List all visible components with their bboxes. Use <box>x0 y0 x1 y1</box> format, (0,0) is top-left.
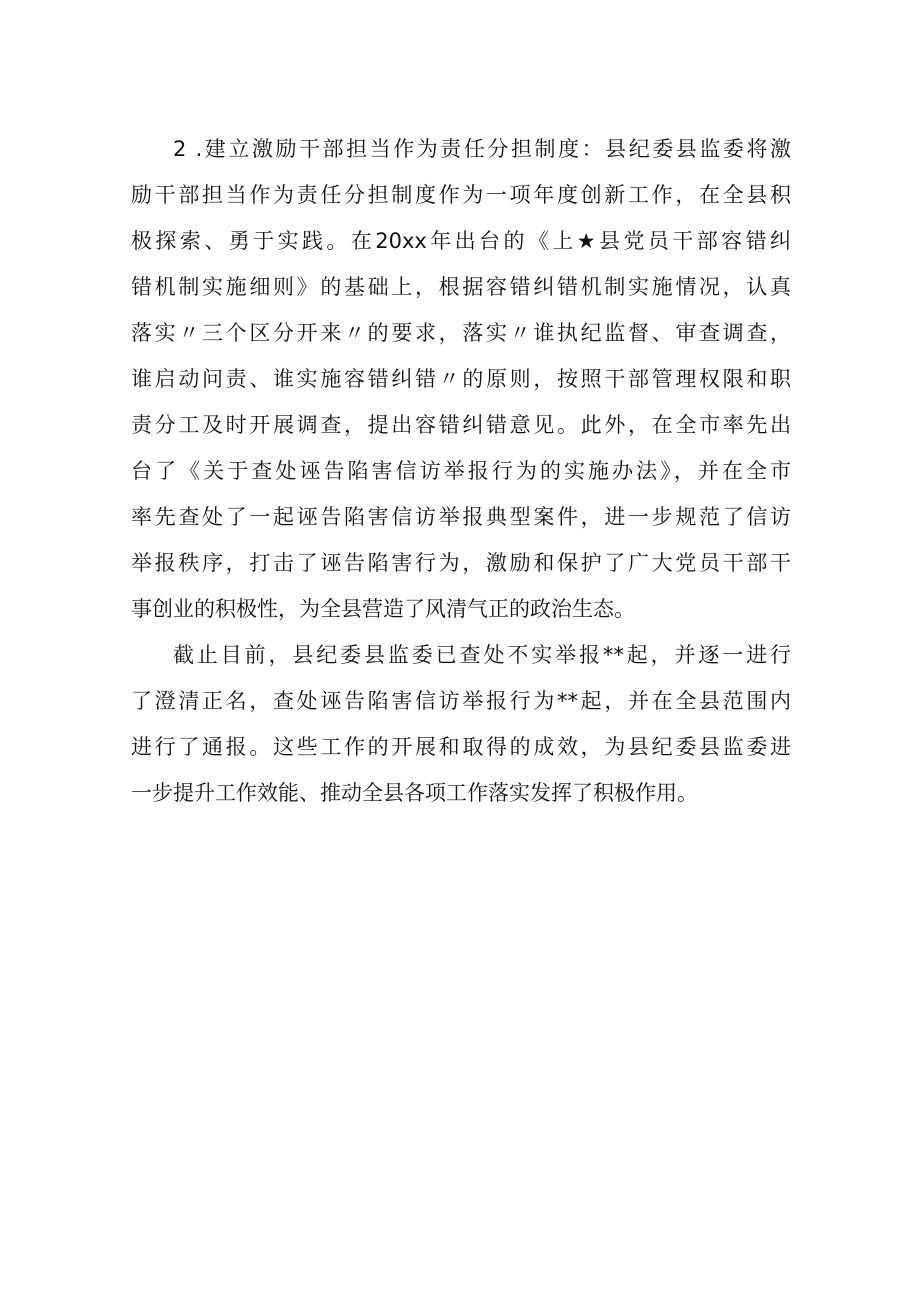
paragraph-responsibility-system <box>131 126 791 632</box>
text-line: 谁启动问责、谁实施容错纠错〃的原则，按照干部管理权限和职 <box>131 367 791 391</box>
paragraph-results-summary <box>131 632 791 816</box>
document-body <box>131 126 791 816</box>
text-line: 错机制实施细则》的基础上，根据容错纠错机制实施情况，认真 <box>131 275 791 299</box>
text-line: 进行了通报。这些工作的开展和取得的成效，为县纪委县监委进 <box>131 735 791 759</box>
text-line: 2 .建立激励干部担当作为责任分担制度：县纪委县监委将激 <box>173 137 791 161</box>
text-line: 极探索、勇于实践。在20xx年出台的《上★县党员干部容错纠 <box>131 229 791 253</box>
text-line: 励干部担当作为责任分担制度作为一项年度创新工作，在全县积 <box>131 183 791 207</box>
text-line: 截止目前，县纪委县监委已查处不实举报**起，并逐一进行 <box>173 643 791 667</box>
text-line: 台了《关于查处诬告陷害信访举报行为的实施办法》，并在全市 <box>131 459 791 483</box>
text-line: 责分工及时开展调查，提出容错纠错意见。此外，在全市率先出 <box>131 413 791 437</box>
text-line: 落实〃三个区分开来〃的要求，落实〃谁执纪监督、审查调查， <box>131 321 791 345</box>
text-line: 一步提升工作效能、推动全县各项工作落实发挥了积极作用。 <box>131 781 698 805</box>
text-line: 率先查处了一起诬告陷害信访举报典型案件，进一步规范了信访 <box>131 505 791 529</box>
text-line: 了澄清正名，查处诬告陷害信访举报行为**起，并在全县范围内 <box>131 689 791 713</box>
text-line: 举报秩序，打击了诬告陷害行为，激励和保护了广大党员干部干 <box>131 551 791 575</box>
text-line: 事创业的积极性，为全县营造了风清气正的政治生态。 <box>131 597 635 621</box>
